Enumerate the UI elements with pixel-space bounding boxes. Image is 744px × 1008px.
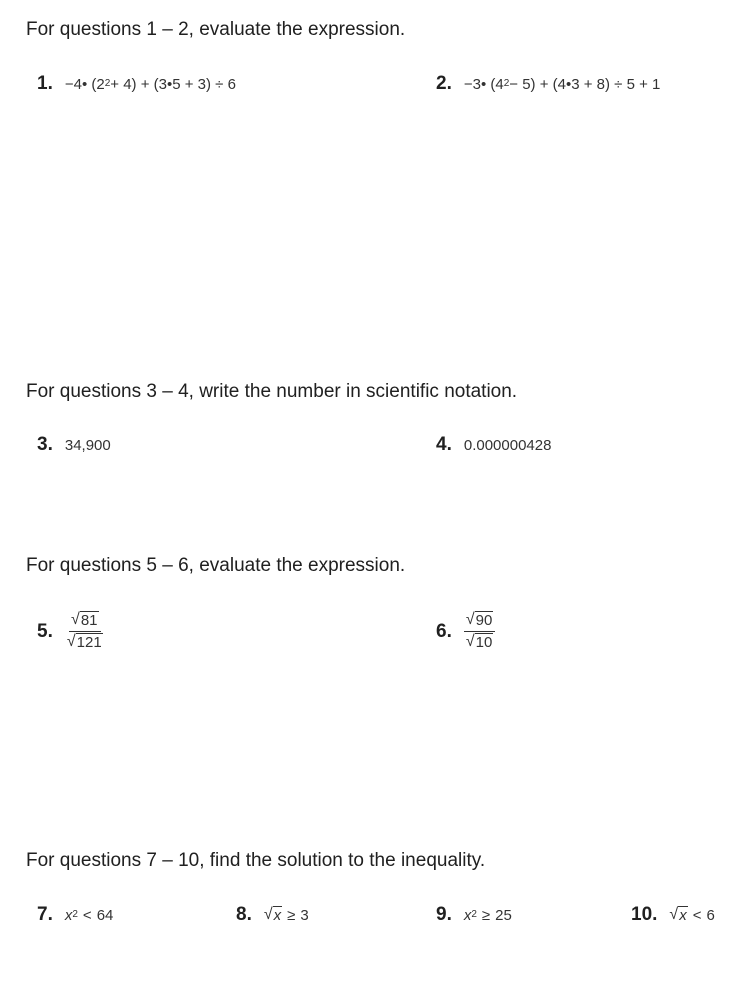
problem-9-relation: ≥ <box>481 906 491 924</box>
problem-9-expression: x 2 ≥ 25 <box>463 906 512 924</box>
problem-2 <box>436 73 660 95</box>
problem-10-radical <box>669 906 687 925</box>
problem-8-number: 8. <box>236 904 252 925</box>
instruction-questions-3-4: For questions 3 – 4, write the number in scientific notation. <box>26 381 518 402</box>
problem-6-denominator <box>464 632 495 652</box>
problem-6-denominator-radical-icon: √ <box>465 633 475 650</box>
problem-8-radical-icon: √ <box>263 905 273 923</box>
problem-8-variable: x <box>273 906 282 924</box>
problem-5-numerator <box>69 611 100 632</box>
problem-8-expression <box>264 906 309 925</box>
problem-10 <box>631 904 715 926</box>
problem-8 <box>236 904 309 926</box>
instruction-questions-7-10: For questions 7 – 10, find the solution to the inequality. <box>26 850 486 871</box>
problem-9-value: 25 <box>495 906 512 924</box>
problem-6 <box>436 611 495 652</box>
problem-8-radical <box>264 906 282 925</box>
instruction-questions-1-2: For questions 1 – 2, evaluate the expression. <box>26 19 406 40</box>
problem-4-number: 4. <box>436 434 452 455</box>
problem-9 <box>436 904 512 926</box>
problem-8-value: 3 <box>300 906 309 924</box>
problem-6-numerator-radical-icon: √ <box>465 611 475 628</box>
problem-2-number: 2. <box>436 73 452 94</box>
problem-2-part-a: −3• (4 <box>463 75 504 93</box>
problem-9-number: 9. <box>436 904 452 925</box>
problem-10-relation: < <box>692 906 702 924</box>
problem-7-value: 64 <box>96 906 114 924</box>
problem-4-expression: 0.000000428 <box>463 436 552 454</box>
problem-7-relation: < <box>82 906 92 924</box>
problem-2-part-b: − 5) + (4•3 + 8) ÷ 5 + 1 <box>509 75 661 93</box>
problem-5 <box>37 611 105 652</box>
problem-9-variable: x <box>463 906 472 924</box>
instruction-questions-5-6: For questions 5 – 6, evaluate the expression. <box>26 555 406 576</box>
problem-10-variable: x <box>679 906 687 924</box>
problem-5-fraction <box>65 611 105 652</box>
problem-6-numerator <box>464 611 495 632</box>
problem-3-expression: 34,900 <box>64 436 111 454</box>
problem-10-radical-icon: √ <box>669 905 679 923</box>
problem-5-number: 5. <box>37 620 53 642</box>
problem-3 <box>37 434 111 456</box>
problem-4 <box>436 434 551 456</box>
problem-1-number: 1. <box>37 73 53 94</box>
problem-6-number: 6. <box>436 620 452 642</box>
problem-1 <box>37 73 236 95</box>
problem-7-variable: x <box>64 906 73 924</box>
problem-1-part-b: + 4) + (3•5 + 3) ÷ 6 <box>110 75 236 93</box>
problem-10-value: 6 <box>706 906 715 924</box>
problem-1-part-a: −4• (2 <box>64 75 105 93</box>
problem-7-expression: x 2 < 64 <box>64 906 114 924</box>
problem-5-denominator-radicand: 121 <box>76 634 102 651</box>
problem-5-numerator-radicand: 81 <box>80 612 98 629</box>
problem-3-number: 3. <box>37 434 53 455</box>
problem-10-expression <box>669 906 714 925</box>
problem-8-relation: ≥ <box>287 906 296 924</box>
problem-1-expression: −4• (2 2 + 4) + (3•5 + 3) ÷ 6 <box>64 75 236 93</box>
problem-5-denominator <box>65 632 105 652</box>
problem-6-fraction <box>464 611 495 652</box>
problem-7-number: 7. <box>37 904 53 925</box>
problem-5-numerator-radical-icon: √ <box>71 611 80 628</box>
problem-10-number: 10. <box>631 904 658 925</box>
problem-2-expression: −3• (4 2 − 5) + (4•3 + 8) ÷ 5 + 1 <box>463 75 661 93</box>
problem-6-denominator-radicand: 10 <box>475 634 493 651</box>
problem-6-numerator-radicand: 90 <box>475 612 493 629</box>
problem-7 <box>37 904 113 926</box>
problem-5-denominator-radical-icon: √ <box>66 633 76 650</box>
